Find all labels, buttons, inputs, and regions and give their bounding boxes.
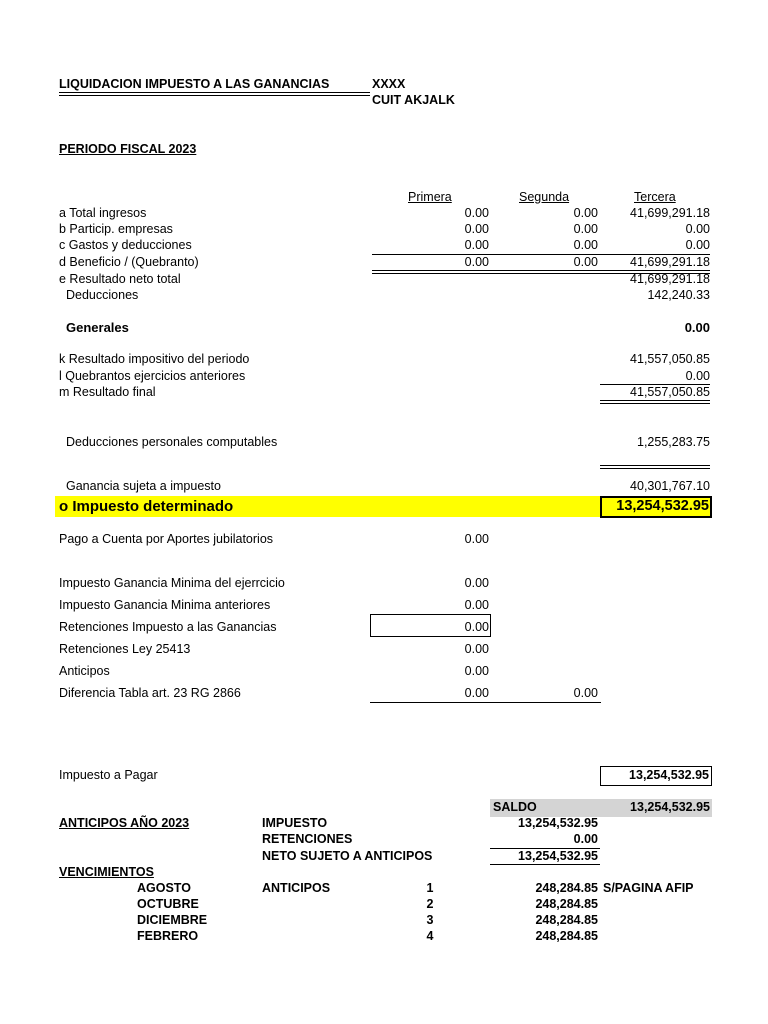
- cuit-label: CUIT AKJALK: [372, 93, 455, 107]
- col-primera: Primera: [408, 190, 452, 204]
- row-label: a Total ingresos: [59, 206, 147, 220]
- col-tercera: Tercera: [634, 190, 676, 204]
- document-title: LIQUIDACION IMPUESTO A LAS GANANCIAS: [59, 77, 330, 91]
- row-tercera: 0.00: [685, 222, 710, 236]
- row-segunda: 0.00: [573, 206, 598, 220]
- pago-value: 0.00: [464, 664, 489, 678]
- anticipos-title: ANTICIPOS AÑO 2023: [59, 816, 190, 830]
- neto-value: 13,254,532.95: [518, 849, 598, 863]
- total-line: [490, 864, 600, 865]
- resultado-final-value: 41,557,050.85: [630, 385, 710, 399]
- deducciones-value: 142,240.33: [647, 288, 710, 302]
- neto-label: NETO SUJETO A ANTICIPOS: [262, 849, 433, 863]
- subtotal-line: [370, 702, 601, 703]
- periodo-fiscal: PERIODO FISCAL 2023: [59, 142, 197, 156]
- row-tercera: 41,699,291.18: [630, 206, 710, 220]
- row-primera: 0.00: [464, 222, 489, 236]
- impuesto-pagar-label: Impuesto a Pagar: [59, 768, 158, 782]
- row-primera: 0.00: [464, 255, 489, 269]
- pago-value: 0.00: [464, 620, 489, 634]
- pago-value: 0.00: [464, 598, 489, 612]
- total-line-2: [600, 468, 710, 469]
- pago-value: 0.00: [464, 686, 489, 700]
- resultado-impositivo-value: 41,557,050.85: [630, 352, 710, 366]
- vencimiento-value: 248,284.85: [535, 929, 598, 943]
- ganancia-sujeta-label: Ganancia sujeta a impuesto: [66, 479, 221, 493]
- retenciones-label: RETENCIONES: [262, 832, 353, 846]
- title-underline: [59, 92, 370, 93]
- deducciones-label: Deducciones: [66, 288, 139, 302]
- vencimiento-num: 4: [426, 929, 434, 943]
- vencimiento-num: 1: [426, 881, 434, 895]
- total-line: [600, 465, 710, 466]
- vencimiento-month: DICIEMBRE: [137, 913, 208, 927]
- impuesto-determinado-label: o Impuesto determinado: [59, 498, 234, 515]
- vencimiento-month: AGOSTO: [137, 881, 191, 895]
- pago-label: Impuesto Ganancia Minima del ejerrcicio: [59, 576, 285, 590]
- deducciones-personales-value: 1,255,283.75: [637, 435, 710, 449]
- vencimiento-value: 248,284.85: [535, 897, 598, 911]
- row-segunda: 0.00: [573, 255, 598, 269]
- row-segunda: 0.00: [573, 222, 598, 236]
- row-primera: 0.00: [464, 206, 489, 220]
- vencimiento-num: 3: [426, 913, 434, 927]
- taxpayer-name: XXXX: [372, 77, 406, 91]
- vencimiento-value: 248,284.85: [535, 913, 598, 927]
- deducciones-personales-label: Deducciones personales computables: [66, 435, 278, 449]
- resultado-neto-label: e Resultado neto total: [59, 272, 181, 286]
- vencimiento-num: 2: [426, 897, 434, 911]
- pago-label: Impuesto Ganancia Minima anteriores: [59, 598, 271, 612]
- total-line-2: [600, 403, 710, 404]
- resultado-neto-value: 41,699,291.18: [630, 272, 710, 286]
- pago-label: Retenciones Impuesto a las Ganancias: [59, 620, 277, 634]
- generales-value: 0.00: [684, 320, 710, 335]
- pago-label: Retenciones Ley 25413: [59, 642, 191, 656]
- pago-label: Diferencia Tabla art. 23 RG 2866: [59, 686, 241, 700]
- row-label: c Gastos y deducciones: [59, 238, 192, 252]
- resultado-final-label: m Resultado final: [59, 385, 156, 399]
- row-segunda: 0.00: [573, 238, 598, 252]
- row-primera: 0.00: [464, 238, 489, 252]
- vencimiento-month: OCTUBRE: [137, 897, 199, 911]
- pago-value-segunda: 0.00: [573, 686, 598, 700]
- vencimiento-value: 248,284.85: [535, 881, 598, 895]
- resultado-impositivo-label: k Resultado impositivo del periodo: [59, 352, 250, 366]
- ganancia-sujeta-value: 40,301,767.10: [630, 479, 710, 493]
- impuesto-pagar-value: 13,254,532.95: [629, 768, 709, 782]
- row-label: b Particip. empresas: [59, 222, 173, 236]
- saldo-value: 13,254,532.95: [630, 800, 710, 814]
- quebrantos-label: l Quebrantos ejercicios anteriores: [59, 369, 246, 383]
- pago-aportes-value: 0.00: [464, 532, 489, 546]
- generales-label: Generales: [66, 320, 129, 335]
- row-label: d Beneficio / (Quebranto): [59, 255, 199, 269]
- pago-value: 0.00: [464, 576, 489, 590]
- total-line: [372, 270, 710, 271]
- impuesto-determinado-value: 13,254,532.95: [616, 498, 709, 514]
- retenciones-value: 0.00: [573, 832, 598, 846]
- total-line: [600, 400, 710, 401]
- row-tercera: 0.00: [685, 238, 710, 252]
- quebrantos-value: 0.00: [685, 369, 710, 383]
- pago-aportes-label: Pago a Cuenta por Aportes jubilatorios: [59, 532, 274, 546]
- impuesto-label: IMPUESTO: [262, 816, 328, 830]
- impuesto-value: 13,254,532.95: [518, 816, 598, 830]
- saldo-label: SALDO: [493, 800, 537, 814]
- title-underline-2: [59, 95, 370, 96]
- pago-value: 0.00: [464, 642, 489, 656]
- col-segunda: Segunda: [519, 190, 570, 204]
- anticipos-label: ANTICIPOS: [262, 881, 331, 895]
- row-tercera: 41,699,291.18: [630, 255, 710, 269]
- pago-label: Anticipos: [59, 664, 110, 678]
- vencimientos-title: VENCIMIENTOS: [59, 865, 154, 879]
- afip-note: S/PAGINA AFIP: [603, 881, 694, 895]
- vencimiento-month: FEBRERO: [137, 929, 199, 943]
